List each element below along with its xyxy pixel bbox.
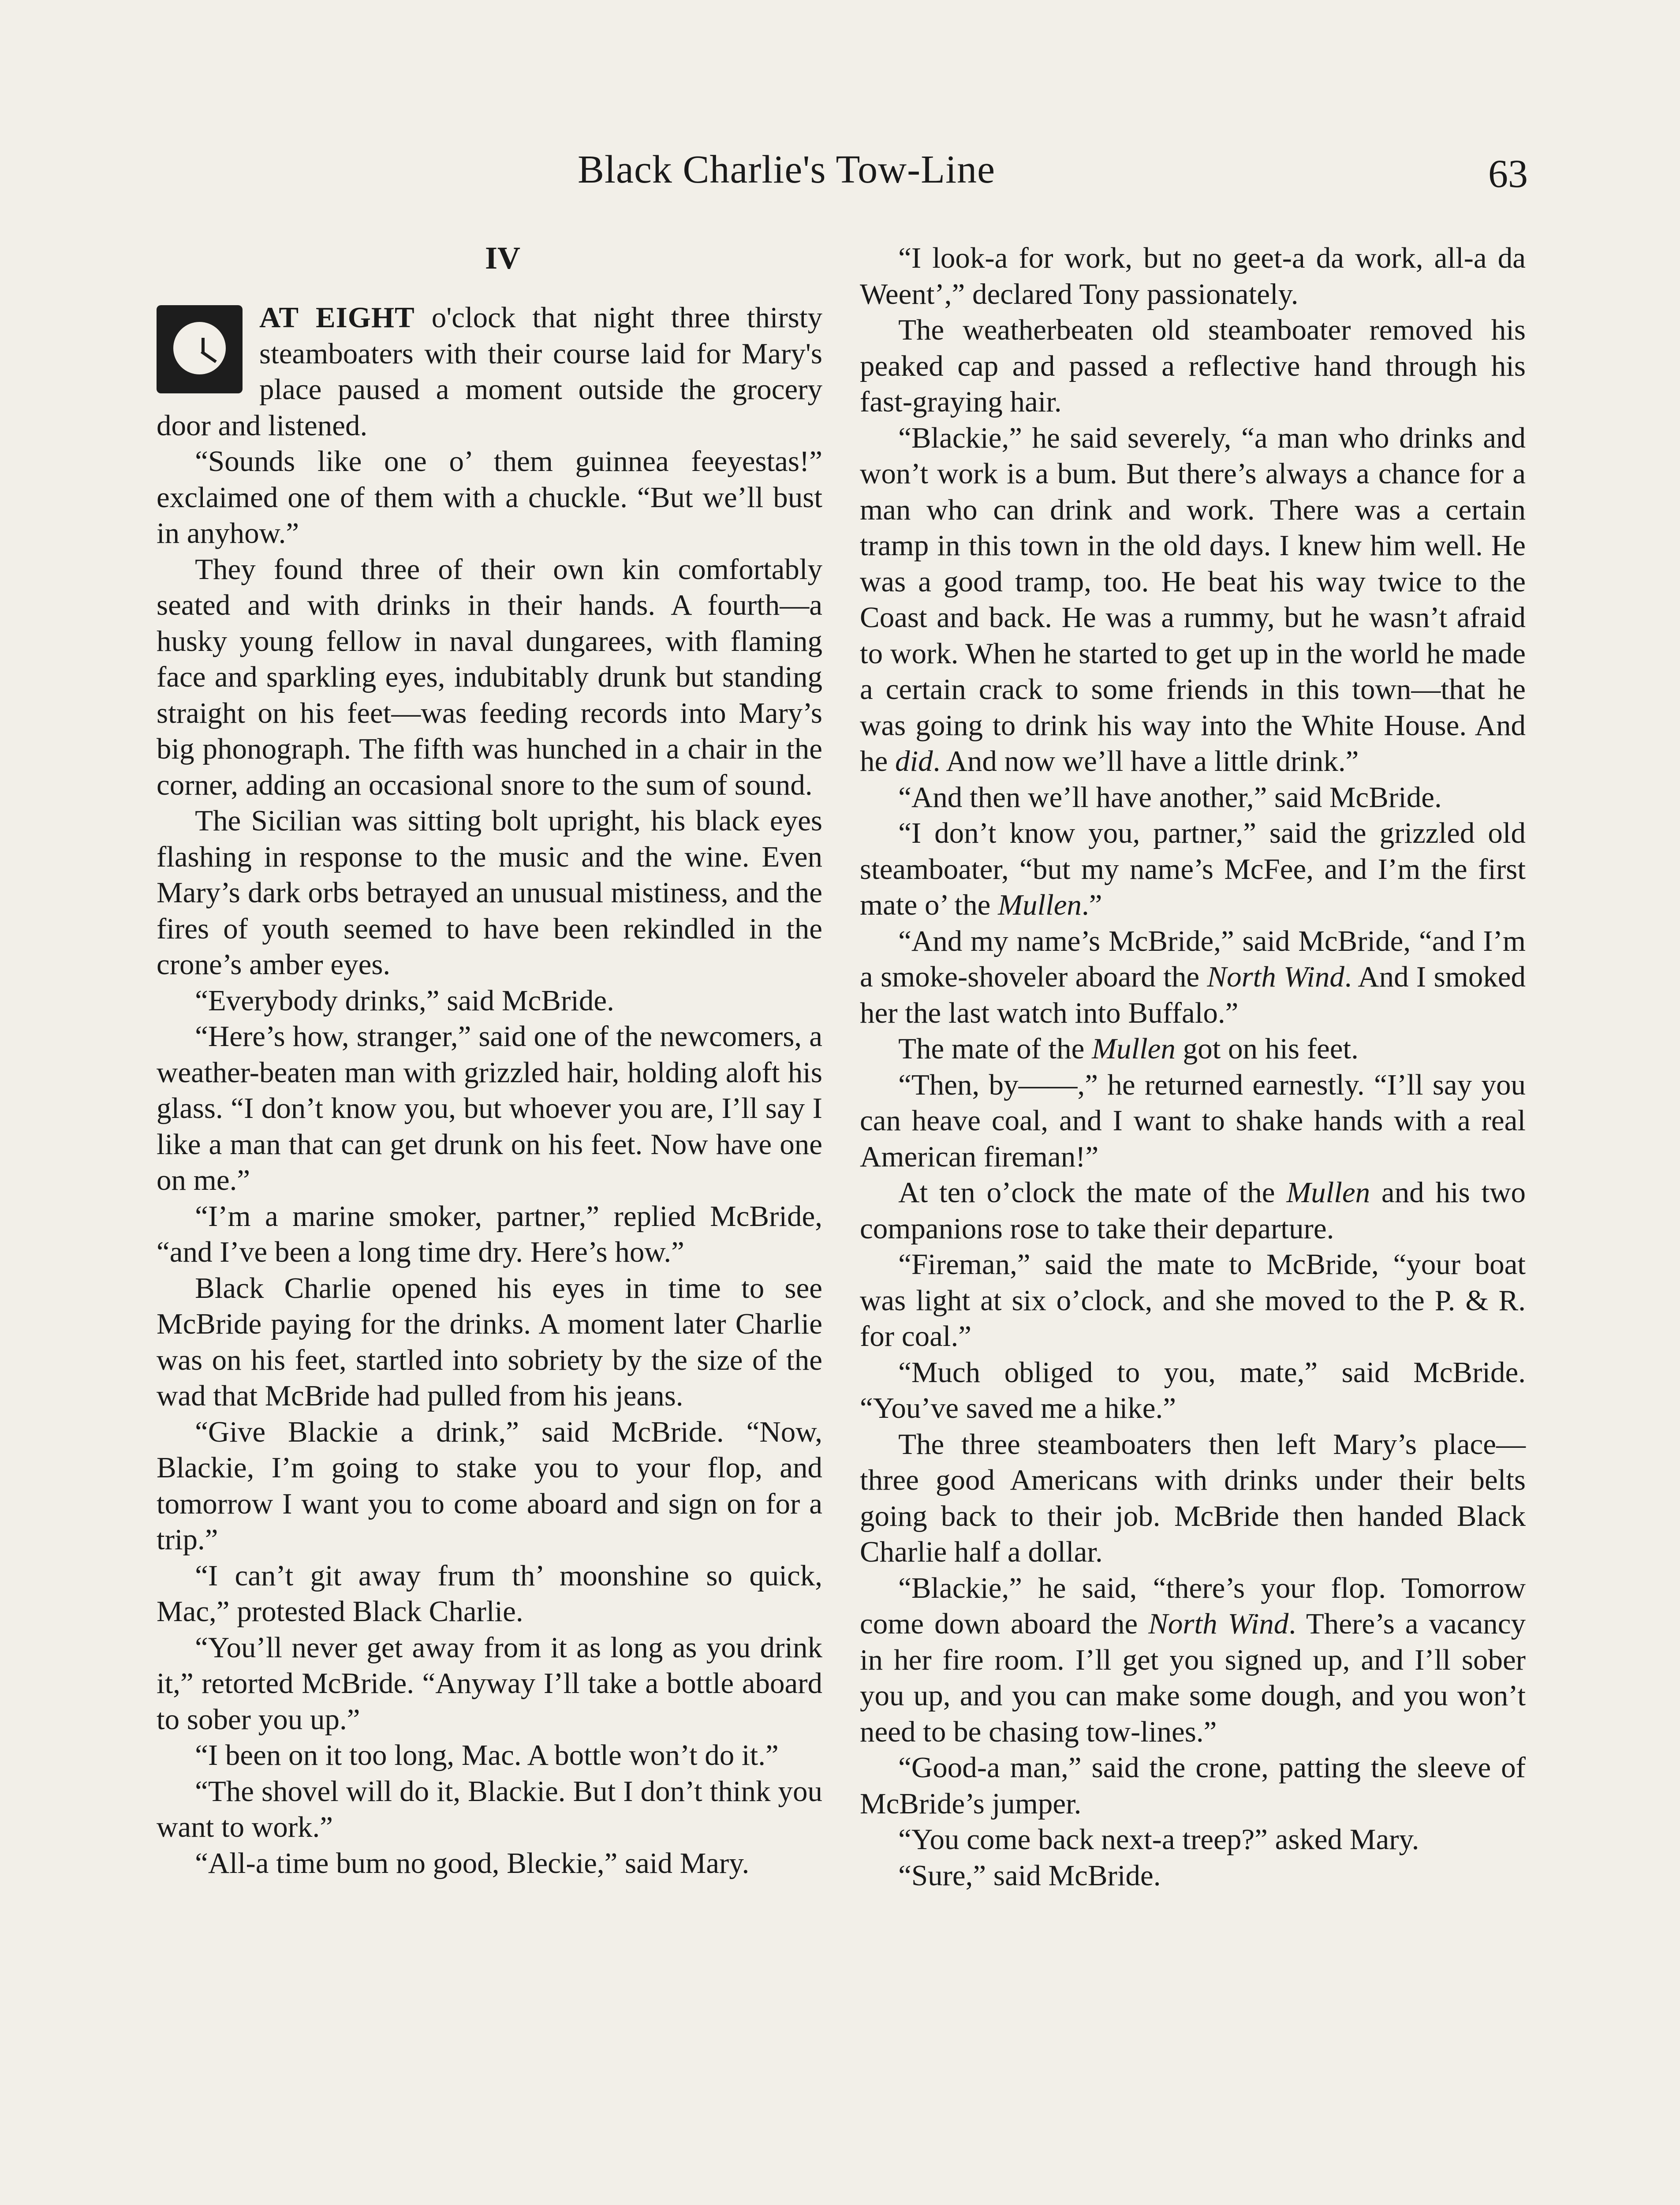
opening-text: o'clock that night three thirsty steamboaters with their course laid for Mary's place paused a moment outside the grocery door and listened. [157,301,822,442]
right-column [860,240,1526,1894]
clock-icon [157,305,243,393]
paragraph-text: “Blackie,” he said, “there’s your flop. Tomorrow come down aboard the [860,1571,1526,1640]
paragraph: “Sounds like one o’ them guinnea feeyestas!” exclaimed one of them with a chuckle. “But we’ll bust in anyhow.” [157,445,822,549]
paragraph-text: got on his feet. [1175,1032,1359,1065]
paragraph-text: . And now we’ll have a little drink.” [933,745,1359,777]
paragraph: “You’ll never get away from it as long as you drink it,” retorted McBride. “Anyway I’ll take a bottle aboard to sober you up.” [157,1631,822,1736]
paragraph: “I can’t git away frum th’ moonshine so quick, Mac,” protested Black Charlie. [157,1559,822,1628]
running-head-title: Black Charlie's Tow-Line [578,148,996,191]
paragraph-text: “I don’t know you, partner,” said the grizzled old steamboater, “but my name’s McFee, and I’m the first mate o’ the [860,817,1526,921]
opening-paragraph [157,300,822,444]
paragraph [860,1570,1526,1750]
paragraph: “Sure,” said McBride. [898,1859,1161,1892]
paragraph-text: . And I smoked her the last watch into Buffalo.” [860,960,1526,1029]
opening-lead-words: AT EIGHT [259,301,415,334]
paragraph: “Then, by——,” he returned earnestly. “I’ll say you can heave coal, and I want to shake hands with a real American fireman!” [860,1068,1526,1173]
paragraph-text: and his two companions rose to take their departure. [860,1176,1526,1245]
paragraph: “I been on it too long, Mac. A bottle won’t do it.” [195,1739,779,1771]
ship-name: North Wind [1207,960,1344,993]
paragraph: Black Charlie opened his eyes in time to see McBride paying for the drinks. A moment later Charlie was on his feet, startled into sobriety by the size of the wad that McBride had pulled from his jeans. [157,1271,822,1412]
left-column [157,234,822,1881]
paragraph: “Everybody drinks,” said McBride. [195,984,614,1017]
ship-name: North Wind [1148,1607,1289,1640]
paragraph-text: The mate of the [898,1032,1092,1065]
section-numeral: IV [485,240,520,276]
page-number: 63 [1488,152,1528,196]
ship-name: Mullen [1286,1176,1370,1209]
clock-face [170,318,229,378]
clock-minute-hand [201,351,217,363]
paragraph: “And then we’ll have another,” said McBride. [898,781,1442,814]
paragraph: “Much obliged to you, mate,” said McBride. “You’ve saved me a hike.” [860,1356,1526,1424]
paragraph: The weatherbeaten old steamboater removed his peaked cap and passed a reflective hand through his fast-graying hair. [860,314,1526,418]
ship-name: Mullen [1092,1032,1176,1065]
paragraph: “Here’s how, stranger,” said one of the newcomers, a weather-beaten man with grizzled hair, holding aloft his glass. “I don’t know you, but whoever you are, I’ll say I like a man that can get drunk on his feet. Now have one on me.” [157,1020,822,1196]
paragraph: “Good-a man,” said the crone, patting the sleeve of McBride’s jumper. [860,1751,1526,1820]
paragraph [860,420,1526,780]
paragraph: “I look-a for work, but no geet-a da work, all-a da Weent’,” declared Tony passionately. [860,242,1526,310]
paragraph-text: At ten o’clock the mate of the [898,1176,1287,1209]
paragraph-text: . There’s a vacancy in her fire room. I’ll get you signed up, and I’ll sober you up, and you can make some dough, and you won’t need to be chasing tow-lines.” [860,1607,1526,1748]
paragraph [860,923,1526,1031]
paragraph: “You come back next-a treep?” asked Mary. [898,1823,1419,1856]
paragraph: “The shovel will do it, Blackie. But I don’t think you want to work.” [157,1775,822,1843]
emphasis: did [895,745,933,777]
paragraph: “Give Blackie a drink,” said McBride. “Now, Blackie, I’m going to stake you to your flop, and tomorrow I want you to come aboard and sign on for a trip.” [157,1415,822,1556]
paragraph-text: .” [1081,889,1102,921]
paragraph-text: “And my name’s McBride,” said McBride, “and I’m a smoke-shoveler aboard the [860,924,1526,993]
paragraph: “I’m a marine smoker, partner,” replied McBride, “and I’ve been a long time dry. Here’s how.” [157,1200,822,1268]
paragraph: “Fireman,” said the mate to McBride, “your boat was light at six o’clock, and she moved to the P. & R. for coal.” [860,1248,1526,1353]
paragraph: “All-a time bum no good, Bleckie,” said Mary. [195,1846,750,1880]
ship-name: Mullen [998,889,1082,921]
paragraph [860,1175,1526,1247]
paragraph: The three steamboaters then left Mary’s place—three good Americans with drinks under their belts going back to their job. McBride then handed Black Charlie half a dollar. [860,1428,1526,1568]
paragraph: The Sicilian was sitting bolt upright, his black eyes flashing in response to the music and the wine. Even Mary’s dark orbs betrayed an unusual mistiness, and the fires of youth seemed to have been rekindled in the crone’s amber eyes. [157,804,822,981]
paragraph: They found three of their own kin comfortably seated and with drinks in their hands. A fourth—a husky young fellow in naval dungarees, with flaming face and sparkling eyes, indubitably drunk but standing straight on his feet—was feeding records into Mary’s big phonograph. The fifth was hunched in a chair in the corner, adding an occasional snore to the sum of sound. [157,553,822,801]
paragraph [860,815,1526,923]
paragraph-text: “Blackie,” he said severely, “a man who drinks and won’t work is a bum. But there’s always a chance for a man who can drink and work. There was a certain tramp in this town in the old days. I knew him well. He was a good tramp, too. He beat his way twice to the Coast and back. He was a rummy, but he wasn’t afraid to work. When he started to get up in the world he made a certain crack to some friends in this town—that he was going to drink his way into the White House. And he [860,421,1526,777]
paragraph [860,1031,1526,1067]
